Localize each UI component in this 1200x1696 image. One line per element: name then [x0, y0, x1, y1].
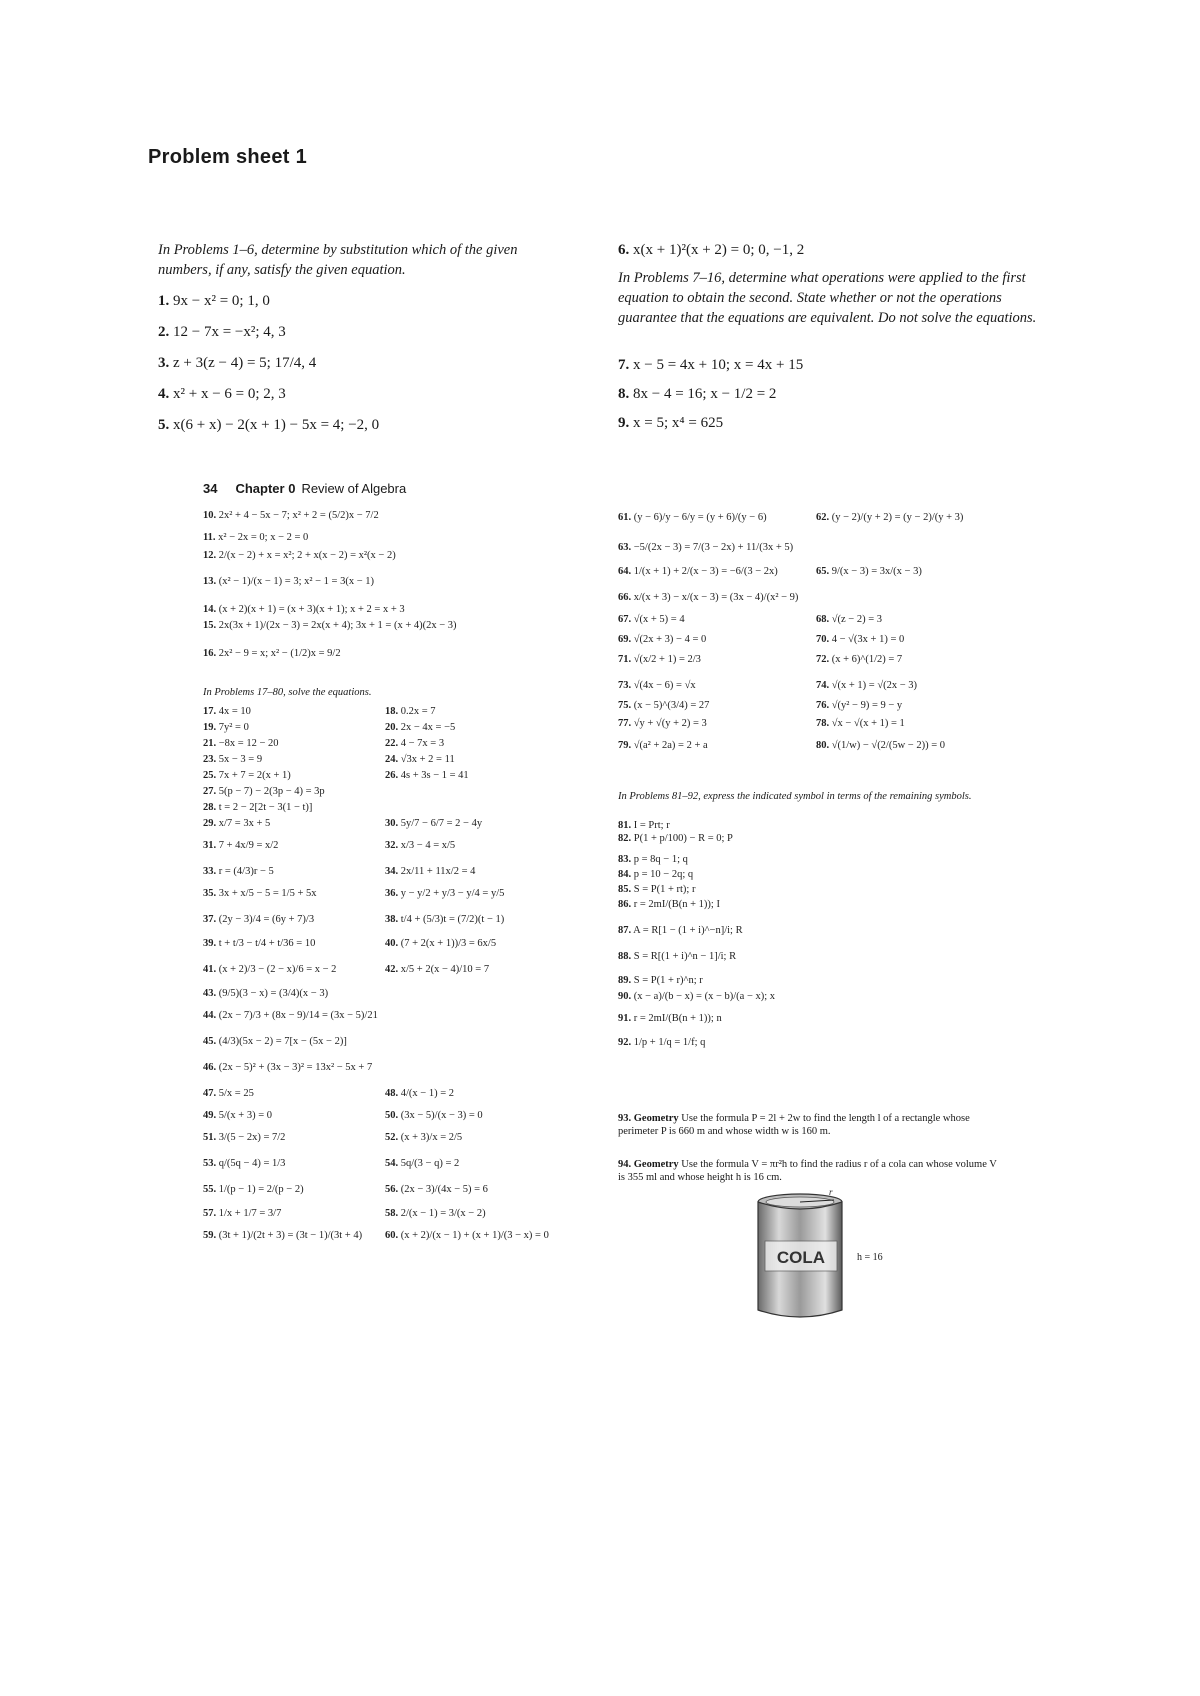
list-item: 91. r = 2mI/(B(n + 1)); n: [618, 1013, 722, 1024]
list-item: 8. 8x − 4 = 16; x − 1/2 = 2: [618, 386, 777, 402]
list-item: 88. S = R[(1 + i)^n − 1]/i; R: [618, 951, 737, 962]
problem-cell: 31. 7 + 4x/9 = x/2: [203, 840, 279, 851]
page-number: 34: [203, 481, 218, 496]
problem-cell: 77. √y + √(y + 2) = 3: [618, 718, 707, 729]
table-row: [618, 654, 1018, 680]
list-item: 3. z + 3(z − 4) = 5; 17/4, 4: [158, 355, 317, 371]
problem-cell: 67. √(x + 5) = 4: [618, 614, 685, 625]
table-row: [203, 1158, 573, 1184]
problem-cell: 42. x/5 + 2(x − 4)/10 = 7: [385, 964, 490, 975]
list-item: 4. x² + x − 6 = 0; 2, 3: [158, 386, 286, 402]
problems-17-80-intro: In Problems 17–80, solve the equations.: [203, 687, 372, 698]
problem-cell: 24. √3x + 2 = 11: [385, 754, 455, 765]
table-row: [203, 1230, 573, 1252]
table-row: [203, 1088, 573, 1110]
problem-cell: 20. 2x − 4x = −5: [385, 722, 456, 733]
table-row: [203, 818, 573, 840]
problem-cell: 17. 4x = 10: [203, 706, 251, 717]
table-row: [203, 1208, 573, 1230]
problem-93: 93. Geometry Use the formula P = 2l + 2w to find the length l of a rectangle whose perimeter P is 660 m and whose width w is 160 m.: [618, 1113, 970, 1137]
problem-cell: 28. t = 2 − 2[2t − 3(1 − t)]: [203, 802, 313, 813]
problem-cell: 21. −8x = 12 − 20: [203, 738, 279, 749]
problems-1-5-list: [158, 291, 578, 446]
problem-cell: 30. 5y/7 − 6/7 = 2 − 4y: [385, 818, 483, 829]
table-row: [203, 754, 573, 770]
table-row: [618, 566, 1018, 592]
page-title: Problem sheet 1: [148, 146, 308, 168]
problem-cell: 47. 5/x = 25: [203, 1088, 254, 1099]
table-row: [203, 722, 573, 738]
problem-cell: 59. (3t + 1)/(2t + 3) = (3t − 1)/(3t + 4): [203, 1230, 363, 1241]
problem-cell: 71. √(x/2 + 1) = 2/3: [618, 654, 701, 665]
problem-cell: 23. 5x − 3 = 9: [203, 754, 263, 765]
problem-cell: 48. 4/(x − 1) = 2: [385, 1088, 455, 1099]
problems-81-92: [618, 820, 998, 1061]
book-page-header: [203, 481, 406, 496]
list-item: 87. A = R[1 − (1 + i)^−n]/i; R: [618, 925, 743, 936]
problem-cell: 53. q/(5q − 4) = 1/3: [203, 1158, 286, 1169]
list-item: 5. x(6 + x) − 2(x + 1) − 5x = 4; −2, 0: [158, 417, 380, 433]
table-row: [203, 1062, 573, 1088]
problem-cell: 34. 2x/11 + 11x/2 = 4: [385, 866, 476, 877]
table-row: [618, 592, 1018, 614]
problem-cell: 69. √(2x + 3) − 4 = 0: [618, 634, 707, 645]
table-row: [203, 786, 573, 802]
problem-cell: 46. (2x − 5)² + (3x − 3)² = 13x² − 5x + 7: [203, 1062, 373, 1073]
problem-cell: 60. (x + 2)/(x − 1) + (x + 1)/(3 − x) = 0: [385, 1230, 549, 1241]
table-row: [203, 1036, 573, 1062]
problem-cell: 78. √x − √(x + 1) = 1: [816, 718, 905, 729]
problem-94: 94. Geometry Use the formula V = πr²h to find the radius r of a cola can whose volume V is 355 ml and whose height h is 16 cm.: [618, 1159, 997, 1183]
problem-cell: 33. r = (4/3)r − 5: [203, 866, 274, 877]
problem-cell: 66. x/(x + 3) − x/(x − 3) = (3x − 4)/(x² − 9): [618, 592, 799, 603]
problem-cell: 18. 0.2x = 7: [385, 706, 436, 717]
list-item: 14. (x + 2)(x + 1) = (x + 3)(x + 1); x + 2 = x + 3: [203, 604, 405, 615]
problem-cell: 29. x/7 = 3x + 5: [203, 818, 271, 829]
problem-cell: 65. 9/(x − 3) = 3x/(x − 3): [816, 566, 922, 577]
list-item: 12. 2/(x − 2) + x = x²; 2 + x(x − 2) = x²(x − 2): [203, 550, 396, 561]
problem-cell: 43. (9/5)(3 − x) = (3/4)(x − 3): [203, 988, 329, 999]
list-item: 82. P(1 + p/100) − R = 0; P: [618, 833, 733, 844]
list-item: 7. x − 5 = 4x + 10; x = 4x + 15: [618, 357, 804, 373]
table-row: [203, 770, 573, 786]
table-row: [618, 634, 1018, 654]
problems-7-16-intro: In Problems 7–16, determine what operations were applied to the first equation to obtain the second. State whether or not the operations guarantee that the equations are equivalent. Do not solve the equations.: [618, 270, 1037, 326]
problem-cell: 22. 4 − 7x = 3: [385, 738, 445, 749]
list-item: 10. 2x² + 4 − 5x − 7; x² + 2 = (5/2)x − 7/2: [203, 510, 379, 521]
list-item: 86. r = 2mI/(B(n + 1)); I: [618, 899, 720, 910]
table-row: [203, 988, 573, 1010]
table-row: [203, 888, 573, 914]
table-row: [618, 718, 1018, 740]
radius-label: r: [829, 1187, 833, 1197]
table-row: [203, 914, 573, 938]
list-item: 16. 2x² − 9 = x; x² − (1/2)x = 9/2: [203, 648, 341, 659]
cola-can-illustration: [745, 1186, 895, 1326]
table-row: [203, 964, 573, 988]
problem-cell: 40. (7 + 2(x + 1))/3 = 6x/5: [385, 938, 497, 949]
problem-cell: 51. 3/(5 − 2x) = 7/2: [203, 1132, 286, 1143]
problem-cell: 75. (x − 5)^(3/4) = 27: [618, 700, 710, 711]
table-row: [203, 802, 573, 818]
list-item: 1. 9x − x² = 0; 1, 0: [158, 293, 270, 309]
problem-cell: 26. 4s + 3s − 1 = 41: [385, 770, 469, 781]
table-row: [618, 740, 1018, 770]
table-row: [618, 512, 1018, 542]
problem-cell: 39. t + t/3 − t/4 + t/36 = 10: [203, 938, 316, 949]
list-item: 13. (x² − 1)/(x − 1) = 3; x² − 1 = 3(x − 1): [203, 576, 375, 587]
problem-cell: 45. (4/3)(5x − 2) = 7[x − (5x − 2)]: [203, 1036, 347, 1047]
can-label: COLA: [776, 1248, 826, 1267]
problems-7-9-list: [618, 355, 1048, 442]
table-row: [618, 700, 1018, 718]
table-row: [203, 706, 573, 722]
table-row: [203, 938, 573, 964]
chapter-label: Chapter 0: [235, 481, 296, 496]
list-item: 83. p = 8q − 1; q: [618, 854, 688, 865]
problem-cell: 70. 4 − √(3x + 1) = 0: [816, 634, 905, 645]
list-item: 89. S = P(1 + r)^n; r: [618, 975, 703, 986]
problem-cell: 72. (x + 6)^(1/2) = 7: [816, 654, 903, 665]
list-item: 2. 12 − 7x = −x²; 4, 3: [158, 324, 286, 340]
table-row: [618, 614, 1018, 634]
problem-cell: 36. y − y/2 + y/3 − y/4 = y/5: [385, 888, 505, 899]
problem-cell: 56. (2x − 3)/(4x − 5) = 6: [385, 1184, 488, 1195]
problem-cell: 68. √(z − 2) = 3: [816, 614, 883, 625]
table-row: [203, 840, 573, 866]
problem-cell: 58. 2/(x − 1) = 3/(x − 2): [385, 1208, 486, 1219]
table-row: [203, 1184, 573, 1208]
problem-6: 6. x(x + 1)²(x + 2) = 0; 0, −1, 2: [618, 242, 805, 258]
problem-cell: 57. 1/x + 1/7 = 3/7: [203, 1208, 282, 1219]
problems-10-16: [203, 510, 573, 672]
problem-cell: 64. 1/(x + 1) + 2/(x − 3) = −6/(3 − 2x): [618, 566, 778, 577]
list-item: 92. 1/p + 1/q = 1/f; q: [618, 1037, 706, 1048]
height-label: h = 16: [857, 1252, 883, 1263]
table-row: [203, 1010, 573, 1036]
problem-cell: 35. 3x + x/5 − 5 = 1/5 + 5x: [203, 888, 317, 899]
problem-cell: 74. √(x + 1) = √(2x − 3): [816, 680, 918, 691]
problem-cell: 49. 5/(x + 3) = 0: [203, 1110, 273, 1121]
problem-cell: 44. (2x − 7)/3 + (8x − 9)/14 = (3x − 5)/21: [203, 1010, 378, 1021]
problem-cell: 54. 5q/(3 − q) = 2: [385, 1158, 460, 1169]
table-row: [203, 738, 573, 754]
chapter-title: Review of Algebra: [301, 481, 407, 496]
problem-cell: 19. 7y² = 0: [203, 722, 249, 733]
problem-cell: 80. √(1/w) − √(2/(5w − 2)) = 0: [816, 740, 946, 751]
list-item: 9. x = 5; x⁴ = 625: [618, 415, 724, 431]
problem-cell: 73. √(4x − 6) = √x: [618, 680, 696, 691]
list-item: 85. S = P(1 + rt); r: [618, 884, 696, 895]
table-row: [203, 1132, 573, 1158]
list-item: 11. x² − 2x = 0; x − 2 = 0: [203, 532, 309, 543]
problem-cell: 79. √(a² + 2a) = 2 + a: [618, 740, 708, 751]
problem-cell: 27. 5(p − 7) − 2(3p − 4) = 3p: [203, 786, 325, 797]
problem-cell: 61. (y − 6)/y − 6/y = (y + 6)/(y − 6): [618, 512, 767, 523]
problems-1-6-intro: In Problems 1–6, determine by substitution which of the given numbers, if any, satisfy the given equation.: [158, 242, 518, 278]
problem-cell: 76. √(y² − 9) = 9 − y: [816, 700, 903, 711]
table-row: [203, 866, 573, 888]
problem-cell: 25. 7x + 7 = 2(x + 1): [203, 770, 291, 781]
list-item: 81. I = Prt; r: [618, 820, 670, 831]
problem-cell: 55. 1/(p − 1) = 2/(p − 2): [203, 1184, 304, 1195]
list-item: 15. 2x(3x + 1)/(2x − 3) = 2x(x + 4); 3x + 1 = (x + 4)(2x − 3): [203, 620, 457, 631]
table-row: [203, 1110, 573, 1132]
table-row: [618, 680, 1018, 700]
problem-cell: 52. (x + 3)/x = 2/5: [385, 1132, 463, 1143]
table-row: [618, 542, 1018, 566]
problem-cell: 62. (y − 2)/(y + 2) = (y − 2)/(y + 3): [816, 512, 964, 523]
problem-cell: 32. x/3 − 4 = x/5: [385, 840, 456, 851]
problems-17-60: [203, 706, 573, 1252]
list-item: 84. p = 10 − 2q; q: [618, 869, 694, 880]
problem-cell: 37. (2y − 3)/4 = (6y + 7)/3: [203, 914, 315, 925]
problem-cell: 38. t/4 + (5/3)t = (7/2)(t − 1): [385, 914, 505, 925]
problems-61-80: [618, 512, 1018, 770]
problems-81-92-intro: In Problems 81–92, express the indicated symbol in terms of the remaining symbols.: [618, 791, 972, 802]
problem-cell: 63. −5/(2x − 3) = 7/(3 − 2x) + 11/(3x + 5): [618, 542, 794, 553]
problem-cell: 50. (3x − 5)/(x − 3) = 0: [385, 1110, 483, 1121]
list-item: 90. (x − a)/(b − x) = (x − b)/(a − x); x: [618, 991, 776, 1002]
problem-cell: 41. (x + 2)/3 − (2 − x)/6 = x − 2: [203, 964, 337, 975]
